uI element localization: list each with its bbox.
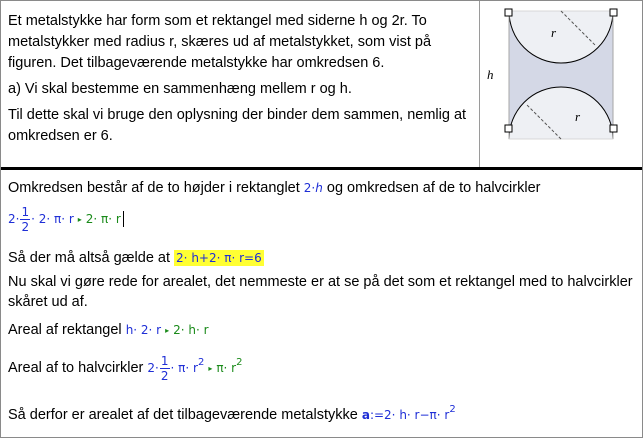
- notes-line-5: [8, 320, 209, 341]
- notes-line-7: [8, 400, 456, 425]
- label-r-top: r: [551, 25, 557, 40]
- notes-line-6-text: Areal af to halvcirkler: [8, 360, 144, 376]
- notes-line-4: Nu skal vi gøre rede for arealet, det nemmeste er at se på det som et rektangel med to halvcirkler skåret ud af.: [8, 274, 633, 310]
- figure-image: [481, 1, 642, 167]
- problem-paragraph-3: Til dette skal vi bruge den oplysning der binder dem sammen, nemlig at omkredsen er 6.: [8, 107, 467, 144]
- corner-marker-br: [610, 125, 617, 132]
- corner-marker-tr: [610, 9, 617, 16]
- notes-line-1: [8, 178, 540, 198]
- math-box-halfcircles[interactable]: 2· $\frac{1}{2}$ · 2· π· r ▸ 2· π· r: [8, 205, 121, 234]
- label-r-bottom: r: [575, 109, 581, 124]
- math-box-2h[interactable]: 2·h: [303, 181, 323, 195]
- math-box-rect-area[interactable]: h· 2· r ▸ 2· h· r: [125, 323, 209, 337]
- notes-line-3-text: Så der må altså gælde at: [8, 250, 171, 266]
- notes-pane[interactable]: [1, 170, 642, 437]
- notes-line-5-text: Areal af rektangel: [8, 322, 122, 338]
- problem-paragraph-1: Et metalstykke har form som et rektangel med siderne h og 2r. To metalstykker med radius r, skæres ud af metalstykket, som vist på figuren. Det tilbageværende metalstykke har omkredsen 6.: [8, 13, 432, 71]
- pane-divider: [479, 1, 480, 167]
- corner-marker-tl: [505, 9, 512, 16]
- label-h: h: [487, 67, 494, 82]
- text-cursor: [123, 211, 124, 227]
- problem-text[interactable]: [8, 11, 476, 147]
- notes-line-6: [8, 348, 243, 384]
- math-box-halfcircle-area[interactable]: 2· $\frac{1}{2}$ · $\pi\cdot r^2$ ▸ $\pi\cdot r^2$: [147, 354, 243, 383]
- corner-marker-bl: [505, 125, 512, 132]
- math-box-perimeter-eq[interactable]: 2· h+2· π· r=6: [176, 251, 262, 265]
- notes-line-1-text2: og omkredsen af de to halvcirkler: [326, 180, 541, 196]
- notes-line-1-text: Omkredsen består af de to højder i rektanglet: [8, 180, 300, 196]
- math-box-area-def[interactable]: a:=2· $h\cdot r-\pi\cdot r^2$: [361, 404, 456, 422]
- problem-pane[interactable]: [1, 1, 642, 170]
- notes-line-3: [8, 248, 264, 268]
- problem-paragraph-2: a) Vi skal bestemme en sammenhæng mellem r og h.: [8, 81, 352, 97]
- figure-svg: [481, 1, 642, 167]
- notes-line-2: [8, 204, 124, 235]
- notes-line-7-text: Så derfor er arealet af det tilbageværende metalstykke: [8, 407, 358, 423]
